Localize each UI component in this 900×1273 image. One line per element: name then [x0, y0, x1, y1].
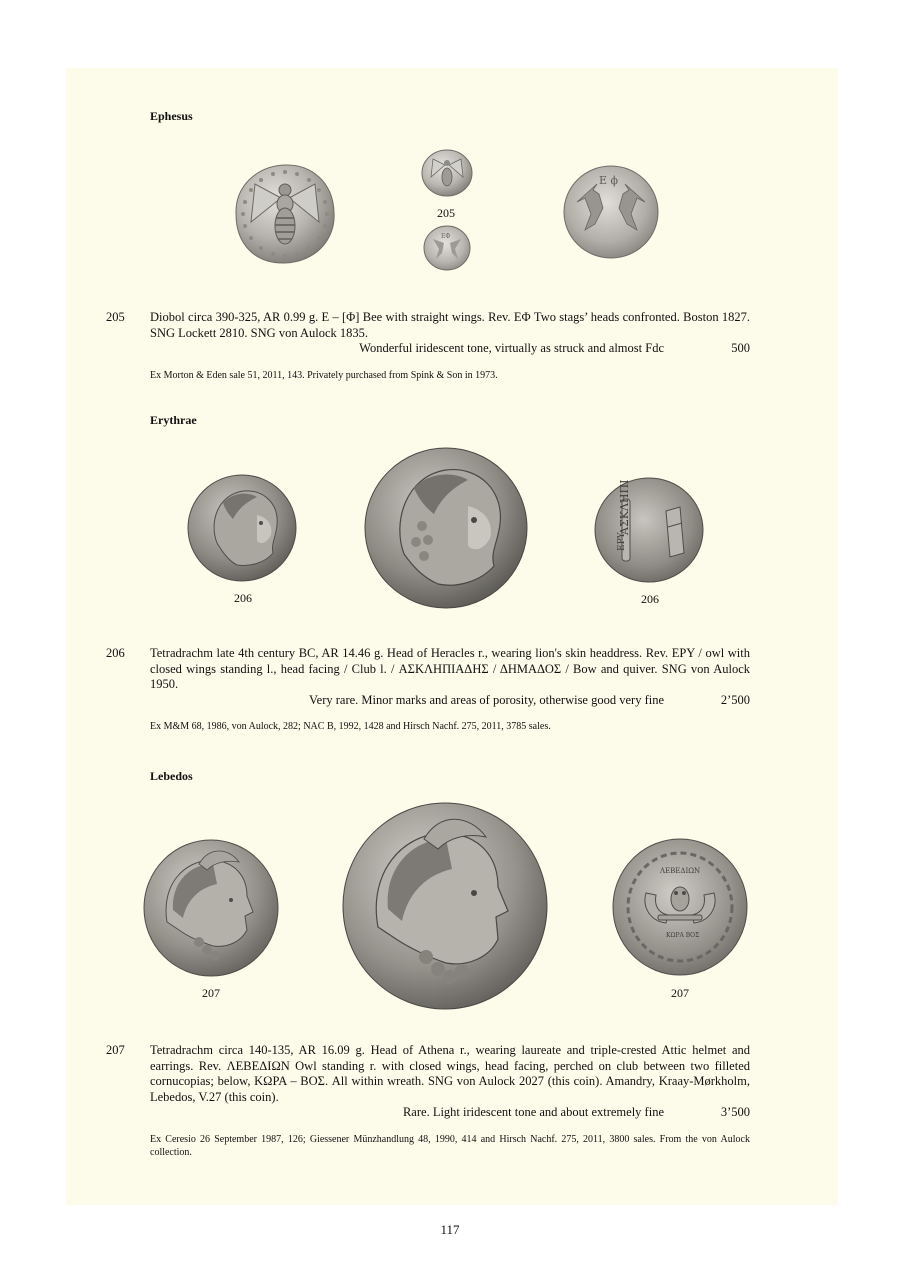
erythrae-heracles-obverse-image [187, 473, 297, 583]
lot-description-text: Tetradrachm circa 140-135, AR 16.09 g. Head of Athena r., wearing laureate and triple-crested Attic helmet and earrings. Rev. ΛΕΒΕΔΙΩΝ Owl standing r. with closed wings, head facing, perched on club between two filleted cornucopias; below, ΚΩΡΑ – ΒΟΣ. All within wreath. SNG von Aulock 2027 (this coin). Amandry, Kraay-Mørkholm, Lebedos, V.27 (this coin). [150, 1043, 750, 1104]
lot-rating-207: Rare. Light iridescent tone and about extremely fine [402, 1105, 664, 1119]
lot-description-text: Tetradrachm late 4th century BC, AR 14.46 g. Head of Heracles r., wearing lion's skin headdress. Rev. ΕΡΥ / owl with closed wings standing l., head facing / Club l. / ΑΣΚΛΗΠΙΑΔΗΣ / ΔΗΜΑΔΟΣ / Bow and quiver. SNG von Aulock 1950. [150, 646, 750, 691]
image-caption-206-left: 206 [234, 591, 252, 605]
lot-number-205: 205 [106, 310, 125, 324]
erythrae-reverse-image [594, 477, 704, 583]
ephesus-bee-obverse-large-image [233, 162, 337, 266]
lot-description-207 [150, 1043, 750, 1121]
lot-provenance-207: Ex Ceresio 26 September 1987, 126; Giessener Münzhandlung 48, 1990, 414 and Hirsch Nachf. 275, 2011, 3800 sales. From the von Aulock collection. [150, 1134, 750, 1158]
svg-text:ΕΡΥ: ΕΡΥ [617, 532, 627, 551]
lot-description-205 [150, 310, 750, 357]
erythrae-heracles-obverse-enlarged-image [364, 446, 528, 610]
rating-line [150, 341, 750, 357]
svg-text:ΛΕΒΕΔΙΩΝ: ΛΕΒΕΔΙΩΝ [660, 867, 701, 875]
section-heading-lebedos: Lebedos [150, 769, 193, 783]
lot-provenance-206: Ex M&M 68, 1986, von Aulock, 282; NAC B, 1992, 1428 and Hirsch Nachf. 275, 2011, 3785 sales. [150, 721, 551, 732]
lot-number-206: 206 [106, 646, 125, 660]
svg-text:ΑΣΚΛΗΠΙ: ΑΣΚΛΗΠΙ [618, 479, 631, 535]
lot-description-text: Diobol circa 390-325, AR 0.99 g. E – [Φ] Bee with straight wings. Rev. ΕΦ Two stags’ heads confronted. Boston 1827. SNG Lockett 2810. SNG von Aulock 1835. [150, 310, 750, 340]
rating-line [150, 693, 750, 709]
lot-description-206 [150, 646, 750, 708]
image-caption-205: 205 [437, 206, 455, 220]
ephesus-bee-obverse-small-image [421, 149, 473, 197]
section-heading-ephesus: Ephesus [150, 109, 193, 123]
svg-text:ΚΩΡΑ ΒΟΣ: ΚΩΡΑ ΒΟΣ [666, 932, 700, 939]
image-caption-207-right: 207 [671, 986, 689, 1000]
lebedos-owl-reverse-image [612, 837, 748, 977]
rating-line [150, 1105, 750, 1121]
lot-number-207: 207 [106, 1043, 125, 1057]
lebedos-athena-obverse-enlarged-image [342, 801, 548, 1011]
svg-text:Ε ϕ: Ε ϕ [599, 174, 619, 187]
lebedos-athena-obverse-image [143, 838, 279, 978]
lot-provenance-205: Ex Morton & Eden sale 51, 2011, 143. Privately purchased from Spink & Son in 1973. [150, 370, 498, 381]
ephesus-stags-reverse-small-image [423, 225, 471, 271]
lot-rating-205: Wonderful iridescent tone, virtually as struck and almost Fdc [359, 341, 664, 355]
ephesus-stags-reverse-large-image [563, 164, 659, 260]
image-caption-207-left: 207 [202, 986, 220, 1000]
lot-estimate-207: 3’500 [720, 1105, 750, 1119]
section-heading-erythrae: Erythrae [150, 413, 197, 427]
image-caption-206-right: 206 [641, 592, 659, 606]
lot-estimate-206: 2’500 [720, 692, 750, 707]
lot-rating-206: Very rare. Minor marks and areas of porosity, otherwise good very fine [309, 692, 664, 707]
svg-text:ΕΦ: ΕΦ [441, 233, 451, 240]
page-number: 117 [440, 1222, 460, 1237]
lot-estimate-205: 500 [731, 341, 750, 355]
